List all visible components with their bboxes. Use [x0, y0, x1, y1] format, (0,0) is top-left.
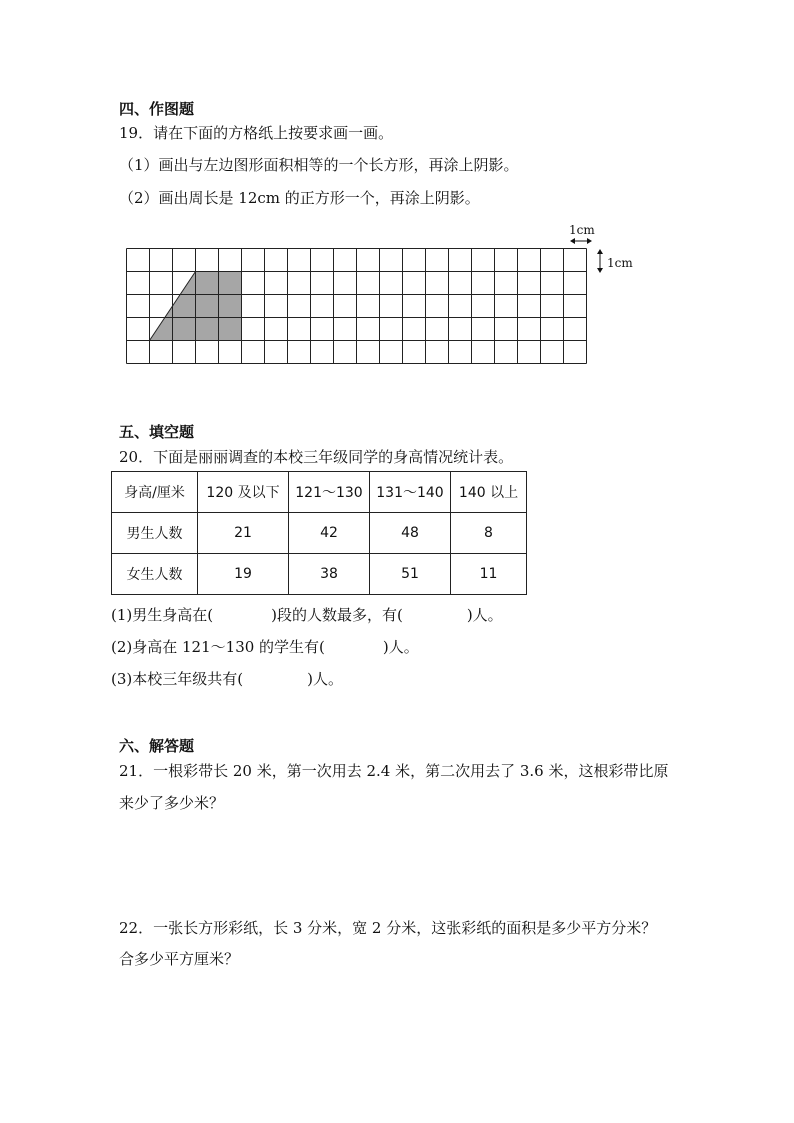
table-cell: 11	[451, 554, 527, 595]
part-1-text-b: )段的人数最多，有(	[271, 606, 403, 624]
table-header-cell: 121～130	[289, 472, 370, 513]
question-21-line-2: 来少了多少米？	[119, 794, 225, 812]
question-20-part-3	[111, 668, 343, 689]
table-cell: 48	[370, 513, 451, 554]
section-5-title: 五、填空题	[119, 423, 195, 441]
section-4-title: 四、作图题	[119, 100, 195, 118]
table-row-label: 女生人数	[112, 554, 198, 595]
table-header-row	[112, 472, 527, 513]
question-19-part-2: （2）画出周长是 12cm 的正方形一个，再涂上阴影。	[119, 189, 480, 207]
question-19-part-1: （1）画出与左边图形面积相等的一个长方形，再涂上阴影。	[119, 156, 519, 174]
table-cell: 38	[289, 554, 370, 595]
question-21-line-1: 21．一根彩带长 20 米，第一次用去 2.4 米，第二次用去了 3.6 米，这根彩带比原	[119, 762, 669, 780]
table-header-cell: 131～140	[370, 472, 451, 513]
table-cell: 51	[370, 554, 451, 595]
question-20-part-1	[111, 604, 503, 625]
table-row	[112, 513, 527, 554]
table-header-cell: 140 以上	[451, 472, 527, 513]
grid-svg[interactable]	[126, 248, 596, 370]
table-row-label: 男生人数	[112, 513, 198, 554]
part-1-text-c: )人。	[466, 606, 503, 624]
question-22-line-1: 22．一张长方形彩纸，长 3 分米，宽 2 分米，这张彩纸的面积是多少平方分米？	[119, 919, 657, 937]
question-22-line-2: 合多少平方厘米？	[119, 950, 240, 968]
scale-height-arrow	[595, 248, 605, 274]
scale-width-label: 1cm	[569, 223, 595, 237]
table-cell: 8	[451, 513, 527, 554]
section-6-title: 六、解答题	[119, 737, 195, 755]
table-cell: 19	[198, 554, 289, 595]
table-row	[112, 554, 527, 595]
question-19-stem: 19．请在下面的方格纸上按要求画一画。	[119, 124, 394, 142]
table-header-cell: 身高/厘米	[112, 472, 198, 513]
table-cell: 21	[198, 513, 289, 554]
part-2-text-b: )人。	[382, 638, 419, 656]
part-1-text-a: (1)男生身高在(	[111, 606, 214, 624]
table-header-cell: 120 及以下	[198, 472, 289, 513]
part-2-text-a: (2)身高在 121～130 的学生有(	[111, 638, 325, 656]
table-cell: 42	[289, 513, 370, 554]
scale-width-arrow	[569, 236, 593, 246]
question-20-part-2	[111, 636, 419, 657]
question-20-stem: 20．下面是丽丽调查的本校三年级同学的身高情况统计表。	[119, 448, 514, 466]
height-stats-table	[111, 471, 527, 595]
scale-height-label: 1cm	[607, 256, 633, 270]
grid-paper[interactable]	[126, 248, 596, 374]
part-3-text-b: )人。	[307, 670, 343, 688]
part-3-text-a: (3)本校三年级共有(	[111, 670, 244, 688]
